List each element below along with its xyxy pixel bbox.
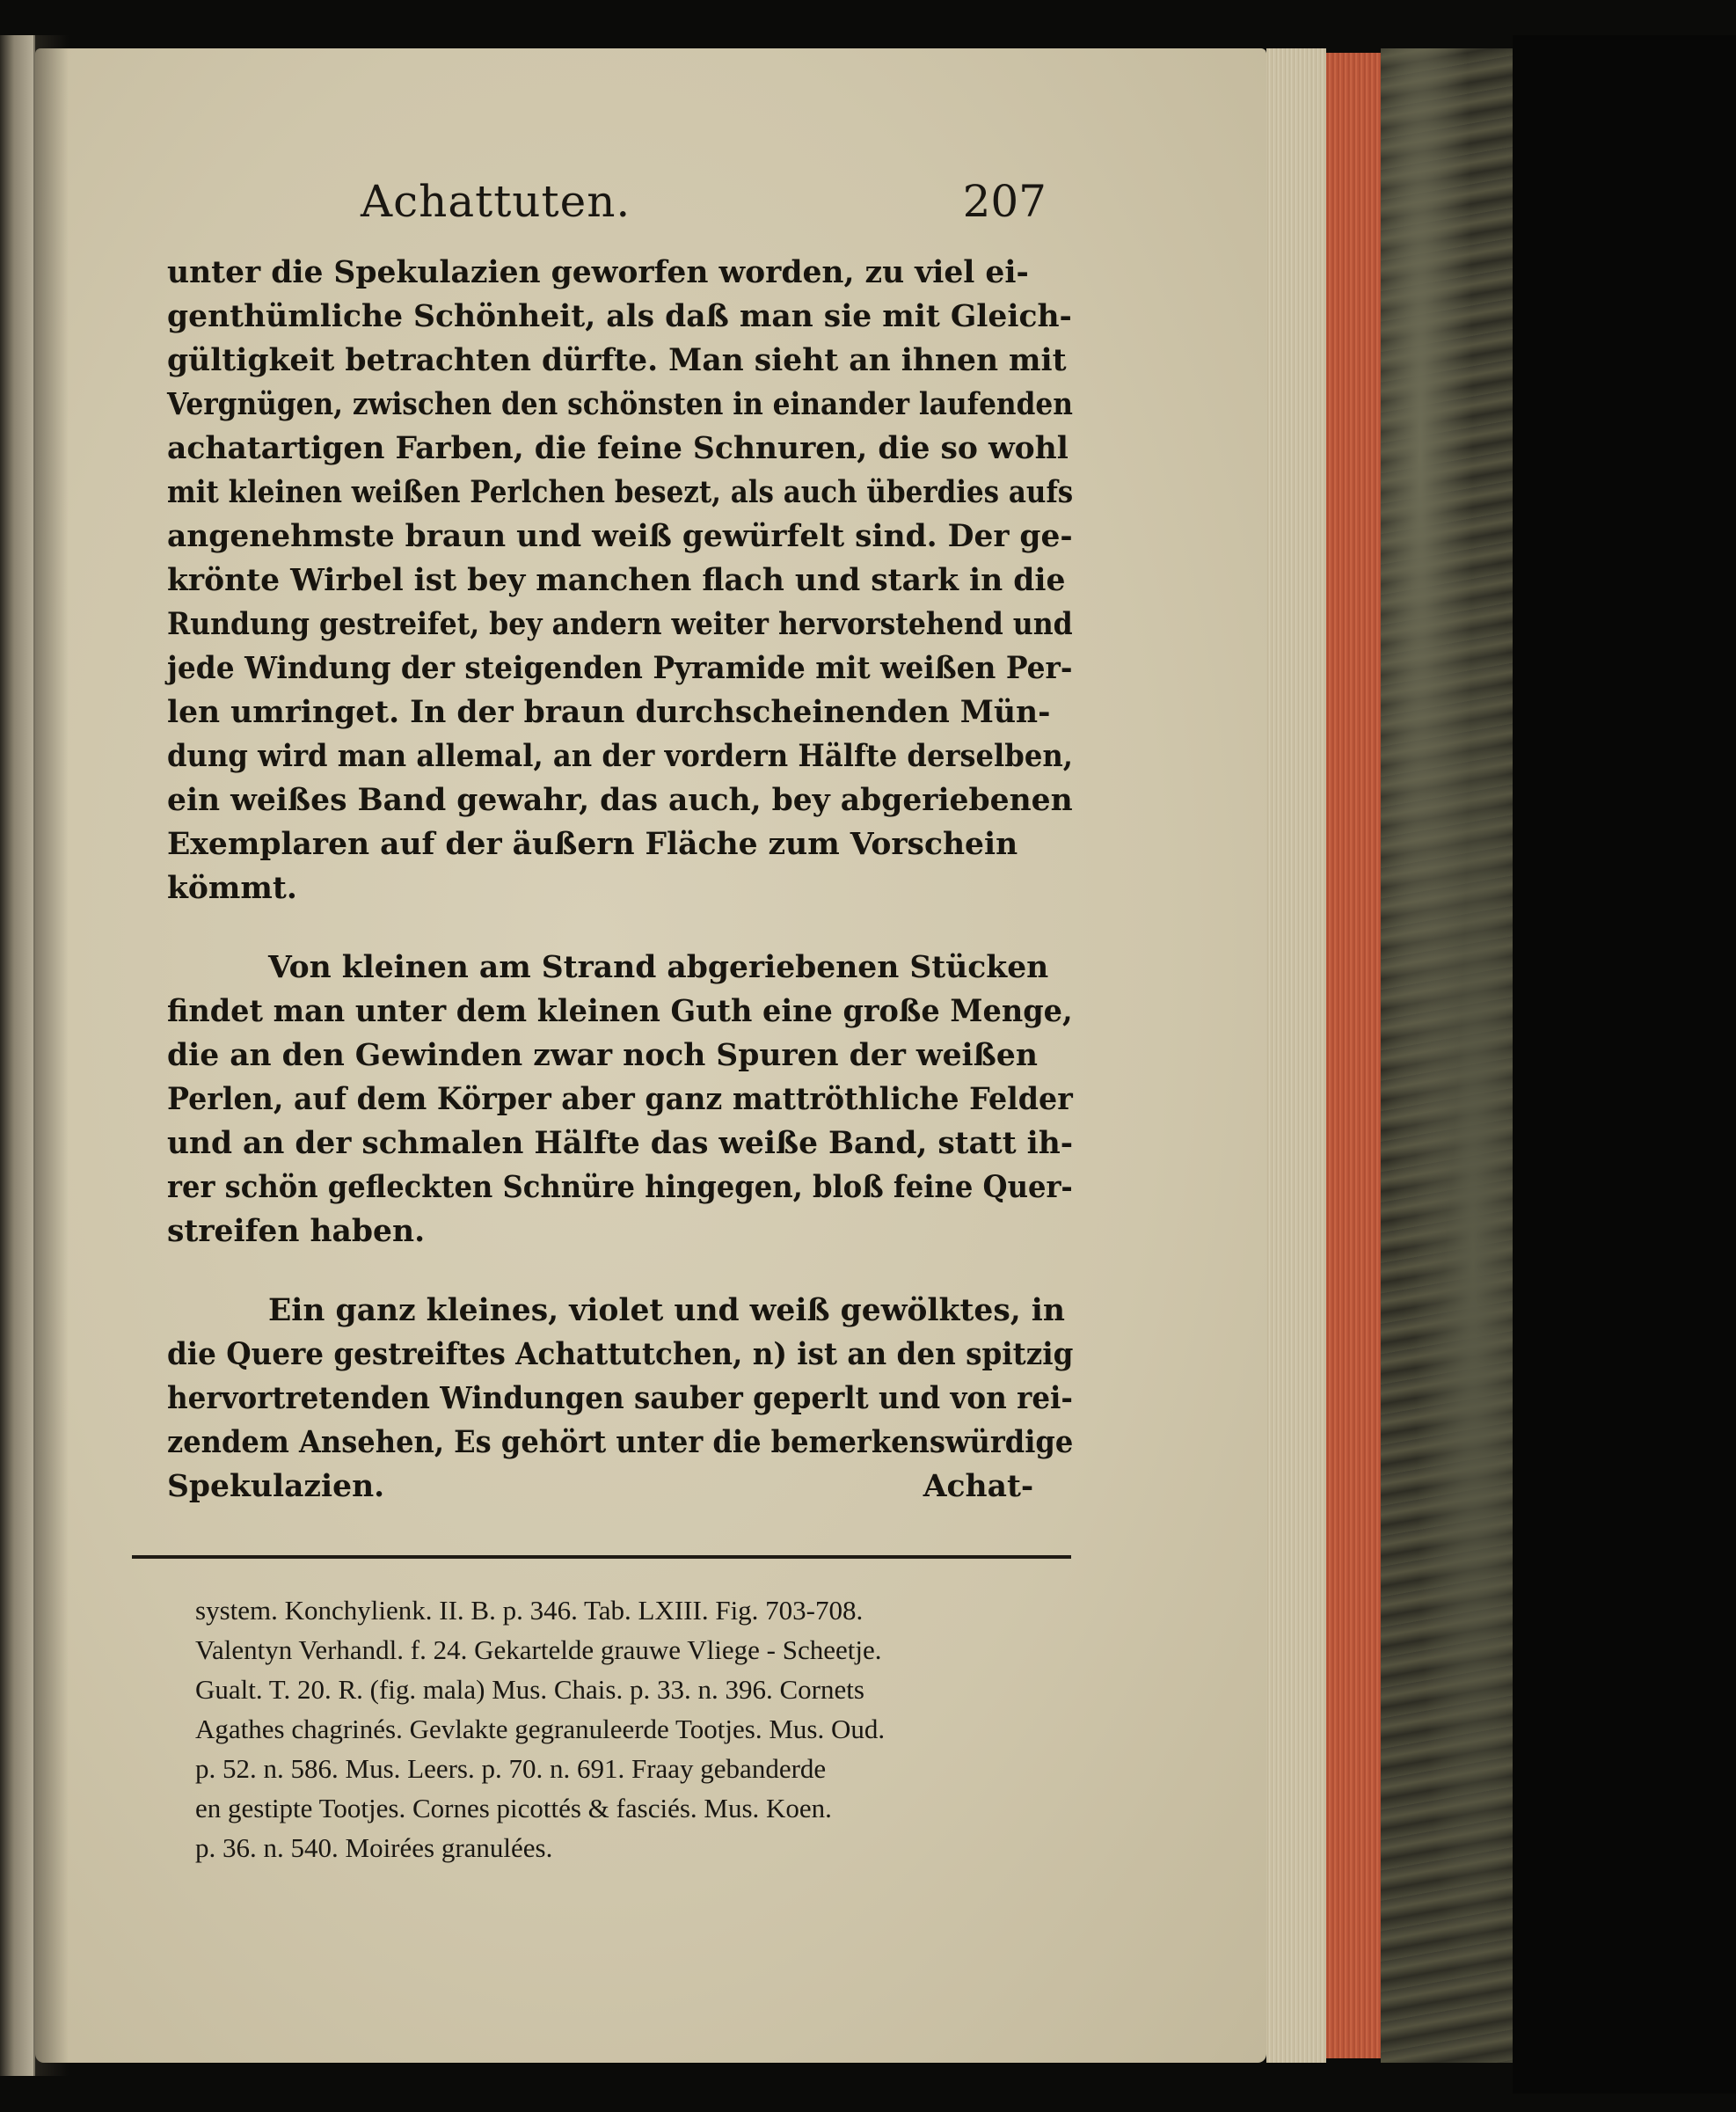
page-edges [1266, 48, 1326, 2063]
text-line: angenehmste braun und weiß gewürfelt sind. Der ge- [167, 519, 1073, 554]
text-line: Ein ganz kleines, violet und weiß gewölktes, in [268, 1293, 1065, 1328]
gutter-shadow [33, 35, 69, 2076]
text-line: findet man unter dem kleinen Guth eine große Menge, [167, 994, 1073, 1029]
footnote-line: p. 36. n. 540. Moirées granulées. [195, 1832, 553, 1863]
red-page-edges [1326, 53, 1381, 2058]
footnotes [195, 1590, 1075, 1867]
footnote-rule [132, 1555, 1071, 1559]
text-line: genthümliche Schönheit, als daß man sie mit Gleich- [167, 299, 1072, 334]
text-line: Rundung gestreifet, bey andern weiter hervorstehend und [167, 607, 1073, 642]
text-line: gültigkeit betrachten dürfte. Man sieht an ihnen mit [167, 343, 1067, 378]
footnote-line: Agathes chagrinés. Gevlakte gegranuleerde Tootjes. Mus. Oud. [195, 1714, 886, 1744]
paragraph-3 [167, 1289, 1073, 1509]
running-head: Achattuten. [361, 176, 631, 227]
page-header [167, 176, 1073, 255]
text-line: unter die Spekulazien geworfen worden, zu viel ei- [167, 255, 1029, 290]
text-line: jede Windung der steigenden Pyramide mit weißen Per- [167, 651, 1073, 686]
text-line: Exemplaren auf der äußern Fläche zum Vorschein [167, 827, 1018, 862]
marbled-cover [1381, 48, 1513, 2063]
text-line: und an der schmalen Hälfte das weiße Band, statt ih- [167, 1126, 1074, 1161]
footnote-line: en gestipte Tootjes. Cornes picottés & fasciés. Mus. Koen. [195, 1793, 832, 1823]
text-line: achatartigen Farben, die feine Schnuren, die so wohl [167, 431, 1069, 466]
text-line: kömmt. [167, 871, 297, 906]
text-line: rer schön gefleckten Schnüre hingegen, bloß feine Quer- [167, 1170, 1073, 1205]
text-line: mit kleinen weißen Perlchen besezt, als auch überdies aufs [167, 475, 1074, 510]
text-line: Spekulazien. Achat- [167, 1469, 1034, 1504]
paragraph-2 [167, 946, 1073, 1253]
text-line: die an den Gewinden zwar noch Spuren der weißen [167, 1038, 1038, 1073]
text-line: len umringet. In der braun durchscheinenden Mün- [167, 695, 1051, 730]
text-line: krönte Wirbel ist bey manchen flach und stark in die [167, 563, 1066, 598]
footnote-line: Valentyn Verhandl. f. 24. Gekartelde grauwe Vliege - Scheetje. [195, 1634, 882, 1665]
footnote-line: system. Konchylienk. II. B. p. 346. Tab. LXIII. Fig. 703-708. [195, 1595, 864, 1626]
paragraph-1 [167, 251, 1073, 910]
text-line: hervortretenden Windungen sauber geperlt und von rei- [167, 1381, 1073, 1416]
footnote-line: Gualt. T. 20. R. (fig. mala) Mus. Chais. p. 33. n. 396. Cornets [195, 1674, 864, 1705]
background [1513, 35, 1736, 2094]
text-line: Perlen, auf dem Körper aber ganz mattröthliche Felder [167, 1082, 1073, 1117]
text-line: Von kleinen am Strand abgeriebenen Stücken [268, 950, 1049, 985]
text-line: zendem Ansehen, Es gehört unter die bemerkenswürdige [167, 1425, 1074, 1460]
text-line: dung wird man allemal, an der vordern Hälfte derselben, [167, 739, 1073, 774]
text-line: die Quere gestreiftes Achattutchen, n) ist an den spitzig [167, 1337, 1074, 1372]
text-line: ein weißes Band gewahr, das auch, bey abgeriebenen [167, 783, 1073, 818]
footnote-line: p. 52. n. 586. Mus. Leers. p. 70. n. 691. Fraay gebanderde [195, 1753, 827, 1784]
text-line: streifen haben. [167, 1214, 426, 1249]
main-text [167, 251, 1073, 1544]
text-line: Vergnügen, zwischen den schönsten in einander laufenden [167, 387, 1073, 422]
previous-page-edge [0, 35, 35, 2076]
page-number: 207 [962, 176, 1047, 227]
